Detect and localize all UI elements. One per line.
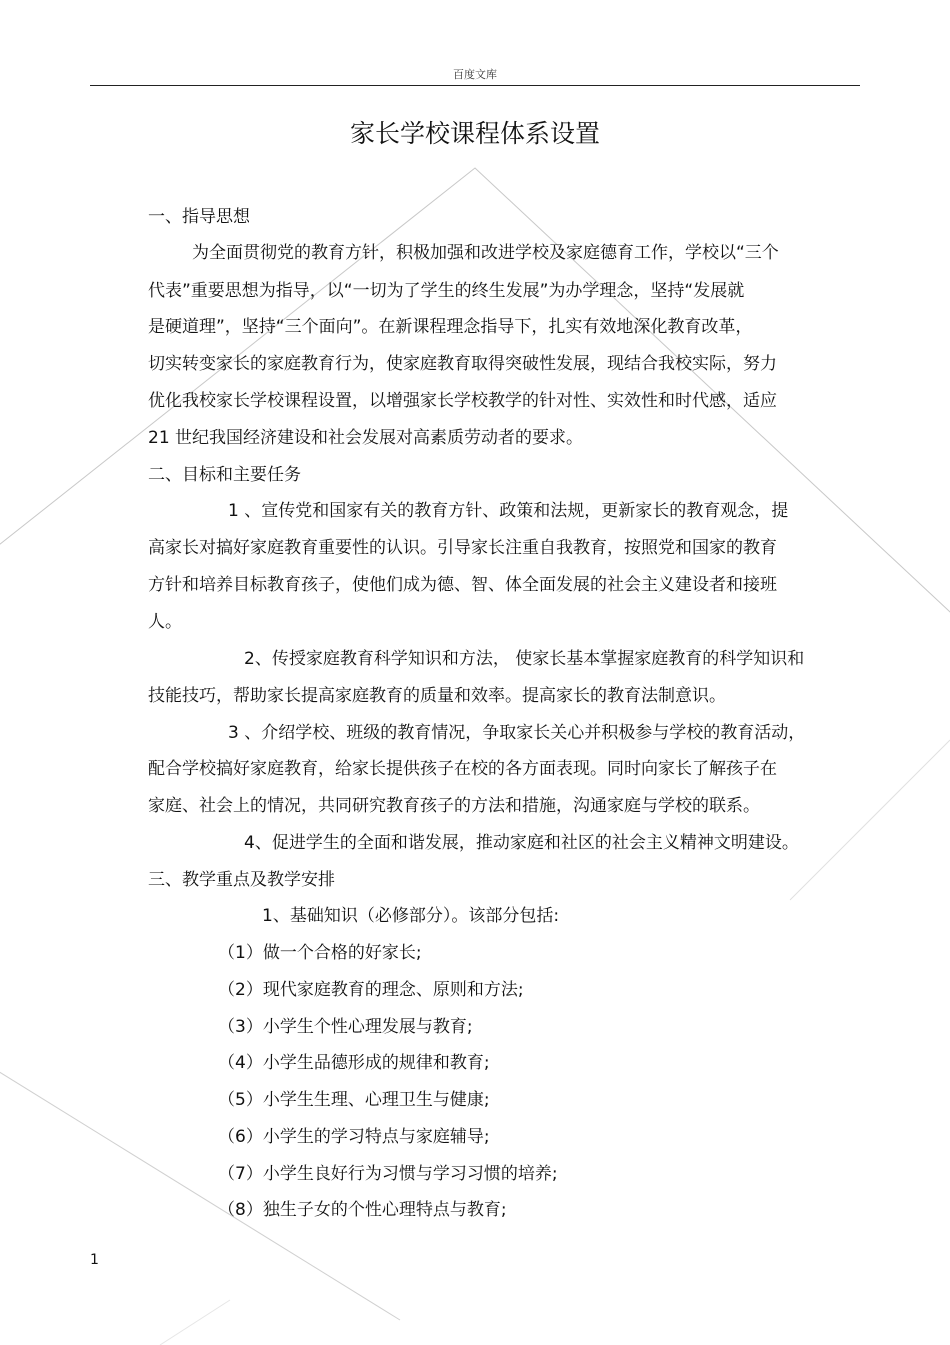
paragraph-line: 优化我校家长学校课程设置，以增强家长学校教学的针对性、实效性和时代感，适应: [148, 391, 777, 411]
paragraph-line: 方针和培养目标教育孩子，使他们成为德、智、体全面发展的社会主义建设者和接班: [148, 575, 777, 595]
paragraph-line: 21 世纪我国经济建设和社会发展对高素质劳动者的要求。: [148, 428, 584, 448]
list-item: （2）现代家庭教育的理念、原则和方法;: [218, 980, 524, 1000]
paragraph-line: 是硬道理”，坚持“三个面向”。在新课程理念指导下，扎实有效地深化教育改革，: [148, 317, 753, 337]
paragraph-line: 为全面贯彻党的教育方针，积极加强和改进学校及家庭德育工作，学校以“三个: [192, 243, 779, 263]
list-item: （5）小学生生理、心理卫生与健康;: [218, 1090, 490, 1110]
section-heading-teaching: 三、教学重点及教学安排: [148, 870, 335, 890]
paragraph-line: 高家长对搞好家庭教育重要性的认识。引导家长注重自我教育，按照党和国家的教育: [148, 538, 777, 558]
list-item: （8）独生子女的个性心理特点与教育;: [218, 1200, 507, 1220]
paragraph-line: 技能技巧，帮助家长提高家庭教育的质量和效率。提高家长的教育法制意识。: [148, 686, 726, 706]
paragraph-line: 代表”重要思想为指导，以“一切为了学生的终生发展”为办学理念，坚持“发展就: [148, 281, 745, 301]
header-divider: [90, 85, 860, 86]
page-number: 1: [90, 1252, 99, 1268]
section-heading-goals: 二、目标和主要任务: [148, 465, 301, 485]
list-item: （4）小学生品德形成的规律和教育;: [218, 1053, 490, 1073]
section-heading-guiding-ideology: 一、指导思想: [148, 207, 250, 227]
paragraph-line: 家庭、社会上的情况，共同研究教育孩子的方法和措施，沟通家庭与学校的联系。: [148, 796, 760, 816]
paragraph-line: 4、促进学生的全面和谐发展，推动家庭和社区的社会主义精神文明建设。: [244, 833, 799, 853]
document-title: 家长学校课程体系设置: [349, 119, 600, 148]
paragraph-line: 2、传授家庭教育科学知识和方法， 使家长基本掌握家庭教育的科学知识和: [244, 649, 805, 669]
paragraph-line: 1、基础知识（必修部分）。该部分包括:: [262, 906, 560, 926]
list-item: （6）小学生的学习特点与家庭辅导;: [218, 1127, 490, 1147]
paragraph-line: 1 、宣传党和国家有关的教育方针、政策和法规，更新家长的教育观念，提: [228, 501, 789, 521]
list-item: （1）做一个合格的好家长;: [218, 943, 422, 963]
paragraph-line: 3 、介绍学校、班级的教育情况，争取家长关心并积极参与学校的教育活动，: [228, 723, 806, 743]
list-item: （7）小学生良好行为习惯与学习习惯的培养;: [218, 1164, 558, 1184]
paragraph-line: 切实转变家长的家庭教育行为，使家庭教育取得突破性发展，现结合我校实际，努力: [148, 354, 777, 374]
paragraph-line: 人。: [148, 612, 182, 632]
paragraph-line: 配合学校搞好家庭教育，给家长提供孩子在校的各方面表现。同时向家长了解孩子在: [148, 759, 777, 779]
page-header: 百度文库: [453, 68, 497, 81]
list-item: （3）小学生个性心理发展与教育;: [218, 1017, 473, 1037]
